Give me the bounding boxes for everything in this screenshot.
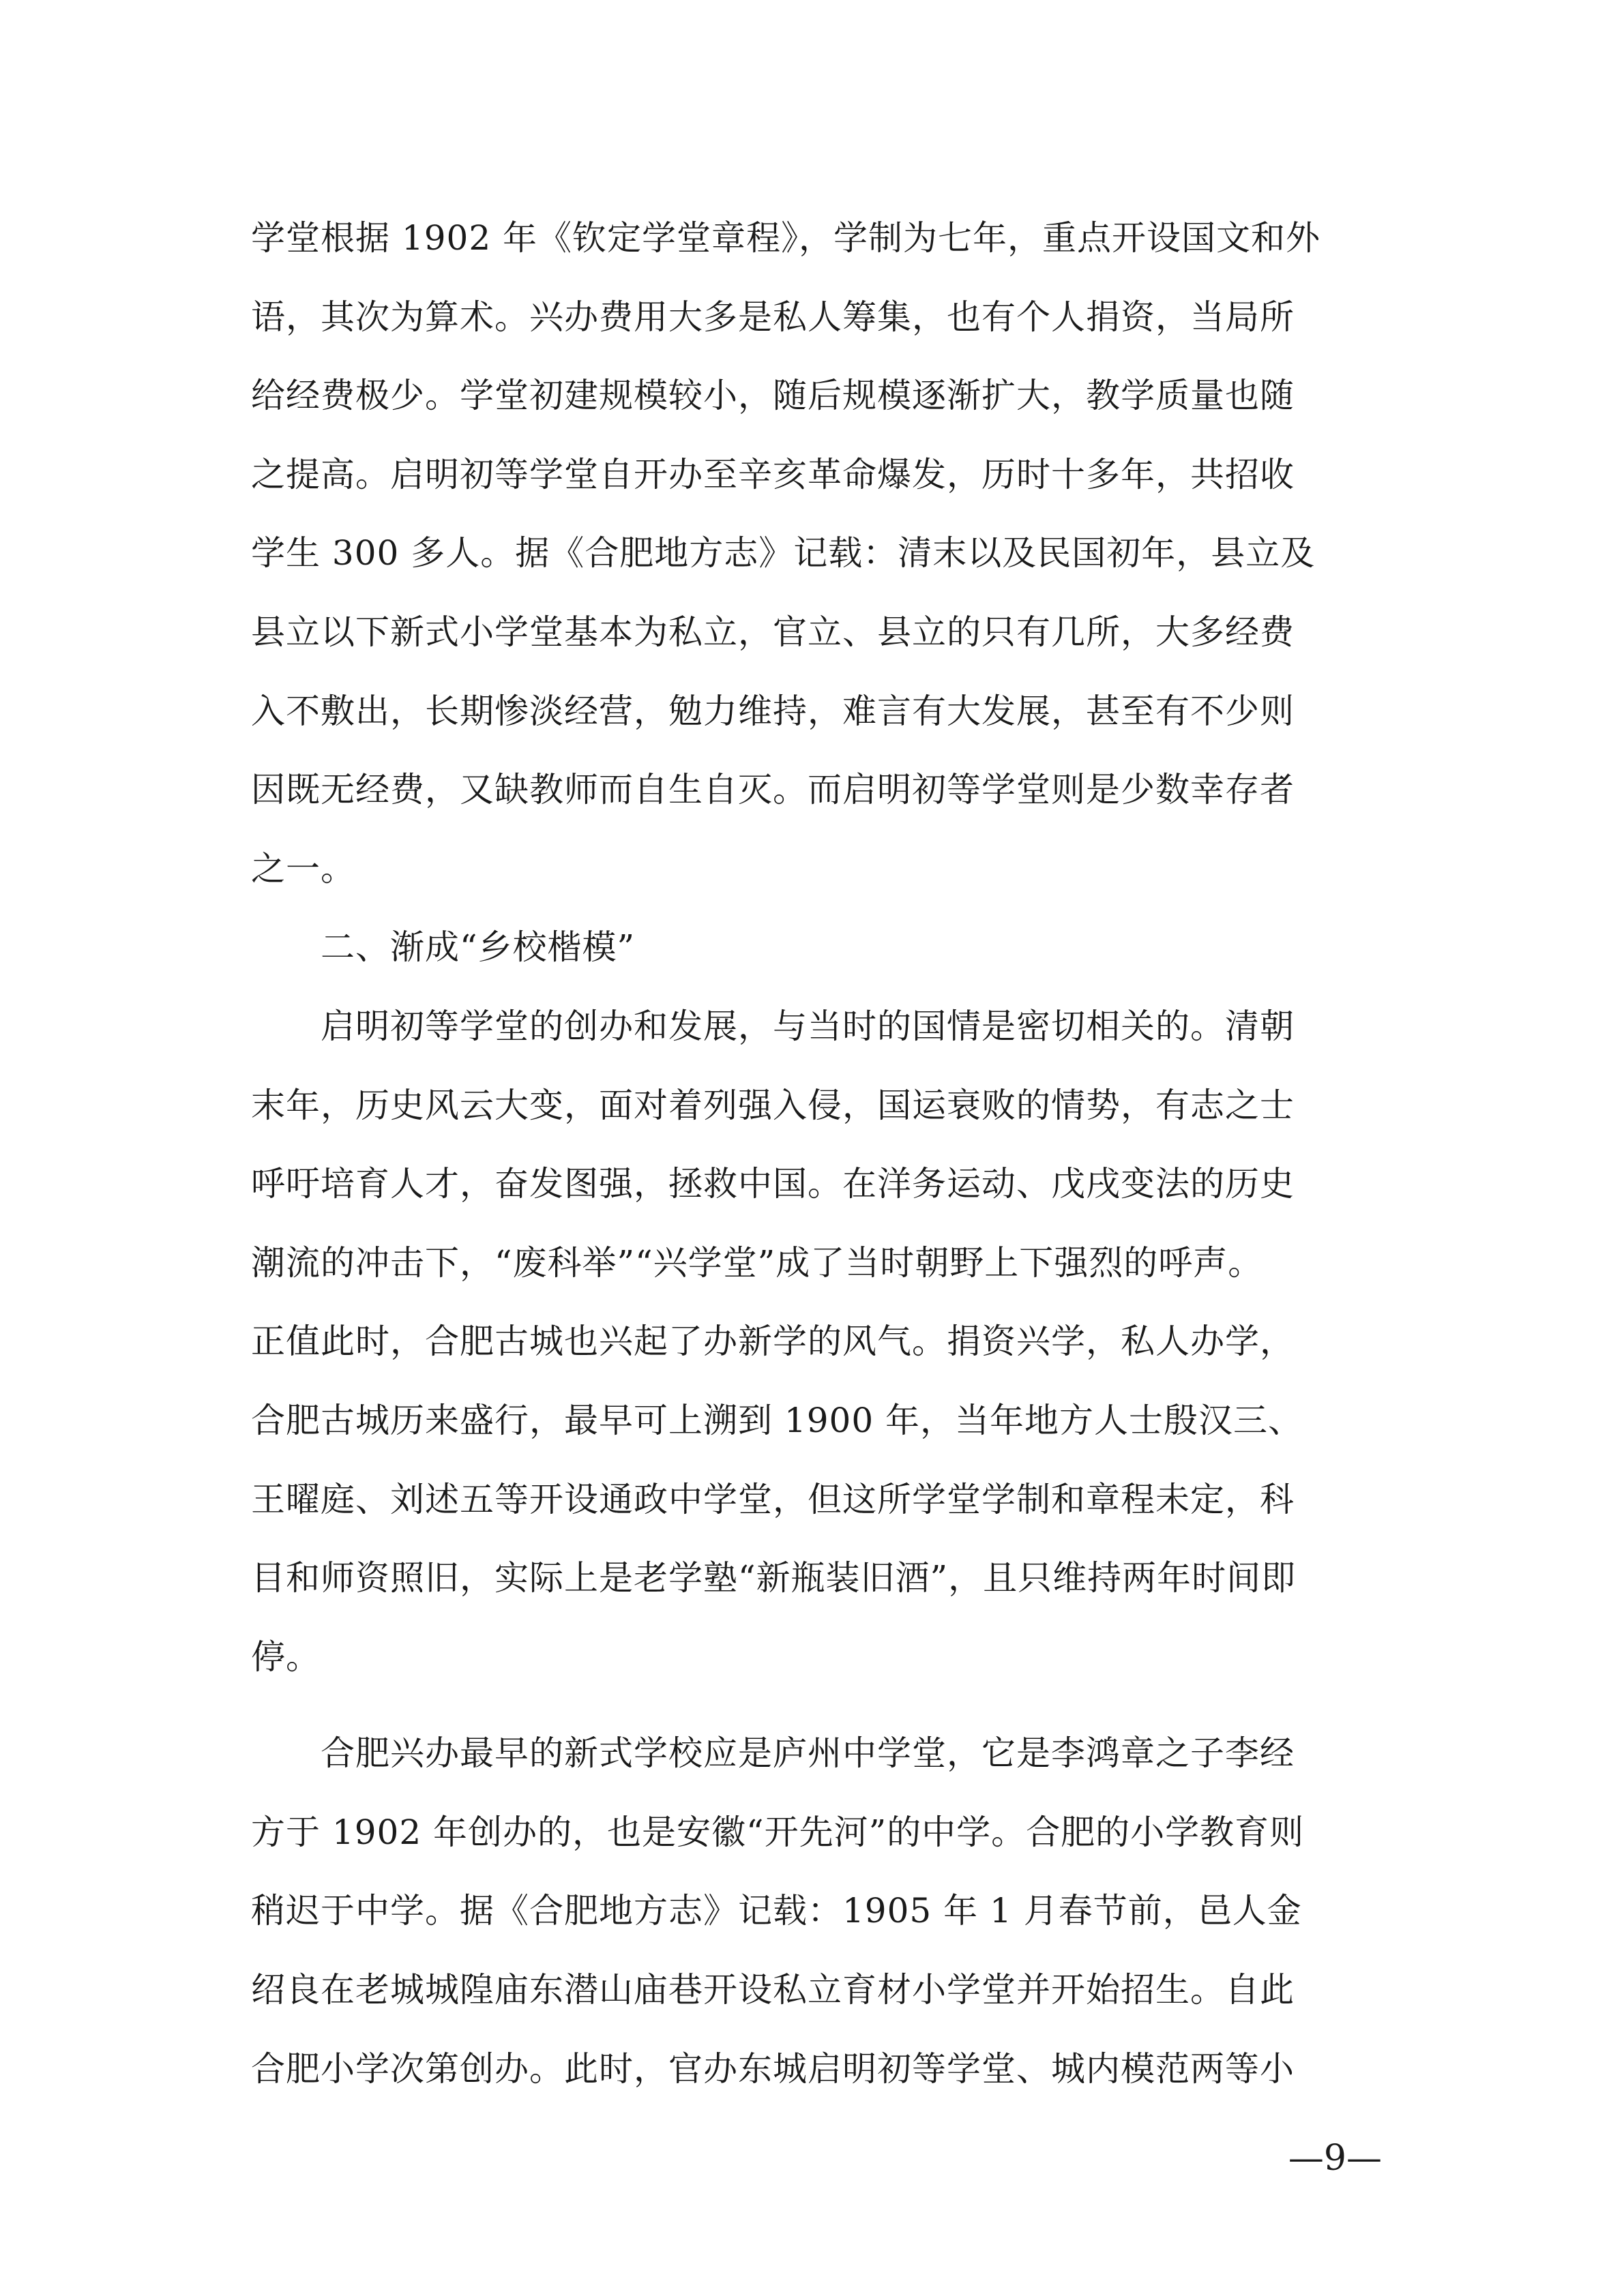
paragraph-1-line: 给经费极少。学堂初建规模较小，随后规模逐渐扩大，教学质量也随 — [251, 376, 1295, 416]
paragraph-2-line: 目和师资照旧，实际上是老学塾“新瓶装旧酒”，且只维持两年时间即 — [251, 1558, 1297, 1598]
paragraph-1-line: 因既无经费，又缺教师而自生自灭。而启明初等学堂则是少数幸存者 — [251, 770, 1295, 810]
paragraph-2-line: 停。 — [251, 1637, 321, 1677]
paragraph-2-line: 末年，历史风云大变，面对着列强入侵，国运衰败的情势，有志之士 — [251, 1085, 1295, 1125]
paragraph-3-line: 稍迟于中学。据《合肥地方志》记载：1905 年 1 月春节前，邑人金 — [251, 1891, 1302, 1931]
page-number: —9— — [1288, 2138, 1382, 2179]
paragraph-2-line: 正值此时，合肥古城也兴起了办新学的风气。捐资兴学，私人办学， — [251, 1322, 1295, 1362]
paragraph-3-line: 合肥兴办最早的新式学校应是庐州中学堂，它是李鸿章之子李经 — [251, 1733, 1295, 1774]
paragraph-spacer — [251, 1697, 1383, 1714]
paragraph-2-line: 合肥古城历来盛行，最早可上溯到 1900 年，当年地方人士殷汉三、 — [251, 1400, 1303, 1440]
paragraph-1-line: 语，其次为算术。兴办费用大多是私人筹集，也有个人捐资，当局所 — [251, 297, 1295, 337]
paragraph-2-line: 呼吁培育人才，奋发图强，拯救中国。在洋务运动、戊戌变法的历史 — [251, 1164, 1295, 1204]
paragraph-1-line: 之提高。启明初等学堂自开办至辛亥革命爆发，历时十多年，共招收 — [251, 454, 1295, 494]
section-heading: 二、渐成“乡校楷模” — [251, 927, 636, 968]
paragraph-2-line: 王曜庭、刘述五等开设通政中学堂，但这所学堂学制和章程未定，科 — [251, 1479, 1295, 1519]
body-text — [251, 199, 1383, 2108]
paragraph-3-line: 合肥小学次第创办。此时，官办东城启明初等学堂、城内模范两等小 — [251, 2048, 1295, 2089]
paragraph-1-line: 县立以下新式小学堂基本为私立，官立、县立的只有几所，大多经费 — [251, 612, 1295, 652]
paragraph-2-line: 潮流的冲击下，“废科举”“兴学堂”成了当时朝野上下强烈的呼声。 — [251, 1242, 1263, 1283]
paragraph-3-line: 方于 1902 年创办的，也是安徽“开先河”的中学。合肥的小学教育则 — [251, 1812, 1305, 1852]
paragraph-1-line: 学生 300 多人。据《合肥地方志》记载：清末以及民国初年，县立及 — [251, 533, 1316, 573]
paragraph-1-line: 学堂根据 1902 年《钦定学堂章程》，学制为七年，重点开设国文和外 — [251, 218, 1321, 258]
paragraph-2-line: 启明初等学堂的创办和发展，与当时的国情是密切相关的。清朝 — [251, 1006, 1295, 1046]
paragraph-1-line: 入不敷出，长期惨淡经营，勉力维持，难言有大发展，甚至有不少则 — [251, 691, 1295, 731]
paragraph-1-line: 之一。 — [251, 848, 355, 889]
paragraph-3-line: 绍良在老城城隍庙东潜山庙巷开设私立育材小学堂并开始招生。自此 — [251, 1970, 1295, 2010]
